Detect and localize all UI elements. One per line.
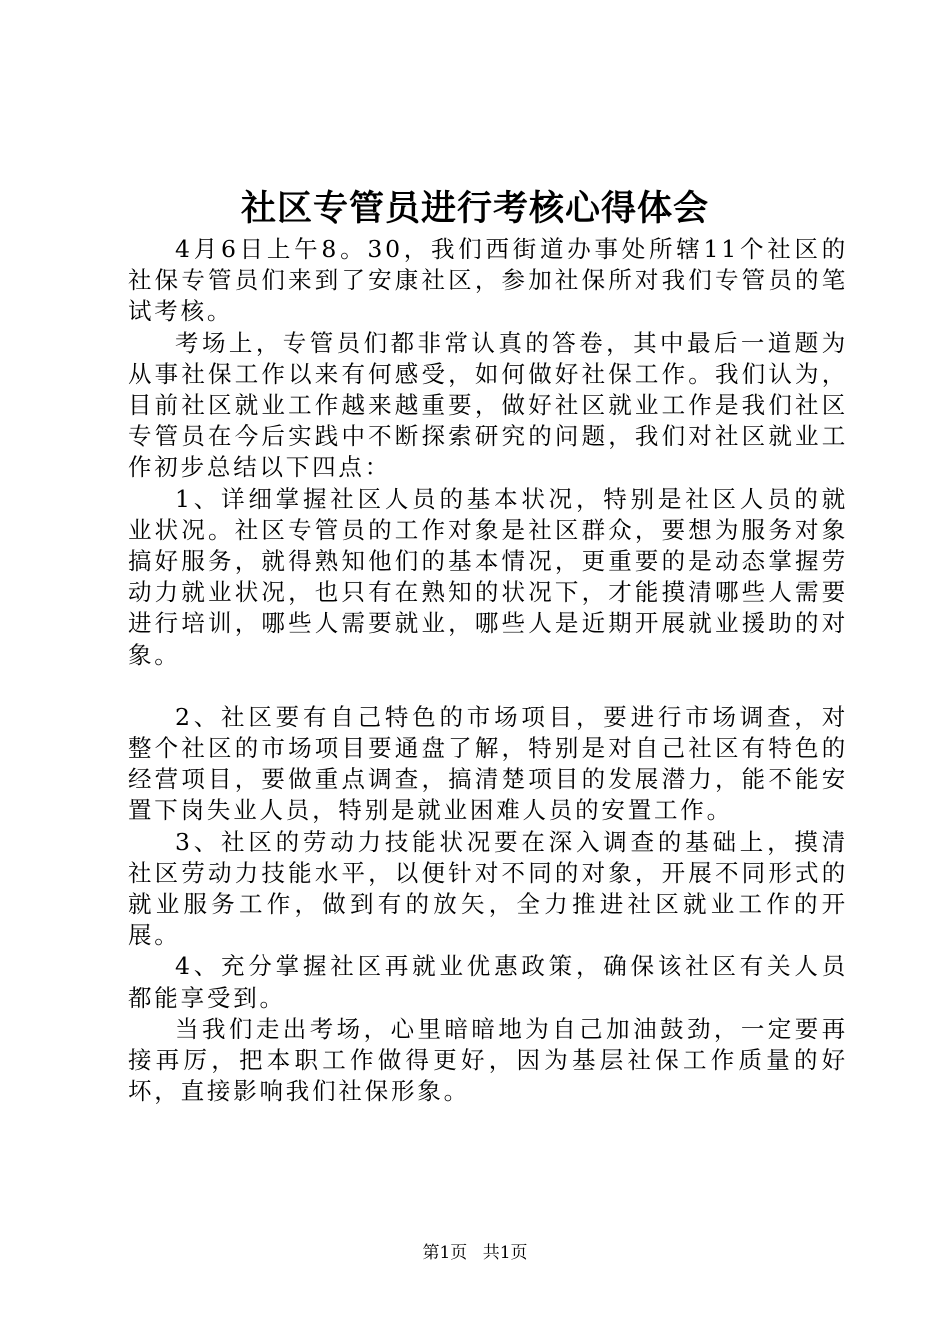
- paragraph-point-2: 2、社区要有自己特色的市场项目，要进行市场调查，对整个社区的市场项目要通盘了解，特别是对自己社区有特色的经营项目，要做重点调查，搞清楚项目的发展潜力，能不能安置下岗失业人员，特别是就业困难人员的安置工作。: [128, 702, 848, 825]
- document-body: [128, 234, 848, 1107]
- page-number: 第1页: [422, 1243, 468, 1263]
- paragraph-intro: 4月6日上午8。30，我们西街道办事处所辖11个社区的社保专管员们来到了安康社区，参加社保所对我们专管员的笔试考核。: [128, 235, 848, 326]
- page-total: 共1页: [482, 1243, 528, 1263]
- document-title: 社区专管员进行考核心得体会: [240, 188, 709, 229]
- paragraph-point-3: 3、社区的劳动力技能状况要在深入调查的基础上，摸清社区劳动力技能水平，以便针对不同的对象，开展不同形式的就业服务工作，做到有的放矢，全力推进社区就业工作的开展。: [128, 827, 848, 950]
- paragraph-exam: 考场上，专管员们都非常认真的答卷，其中最后一道题为从事社保工作以来有何感受，如何做好社保工作。我们认为，目前社区就业工作越来越重要，做好社区就业工作是我们社区专管员在今后实践中不断探索研究的问题，我们对社区就业工作初步总结以下四点：: [128, 328, 848, 482]
- page-footer: [0, 1242, 950, 1264]
- paragraph-conclusion: 当我们走出考场，心里暗暗地为自己加油鼓劲，一定要再接再厉，把本职工作做得更好，因为基层社保工作质量的好坏，直接影响我们社保形象。: [128, 1014, 848, 1106]
- paragraph-point-4: 4、充分掌握社区再就业优惠政策，确保该社区有关人员都能享受到。: [128, 952, 848, 1012]
- paragraph-point-1: 1、详细掌握社区人员的基本状况，特别是社区人员的就业状况。社区专管员的工作对象是社区群众，要想为服务对象搞好服务，就得熟知他们的基本情况，更重要的是动态掌握劳动力就业状况，也只有在熟知的状况下，才能摸清哪些人需要进行培训，哪些人需要就业，哪些人是近期开展就业援助的对象。: [128, 484, 848, 669]
